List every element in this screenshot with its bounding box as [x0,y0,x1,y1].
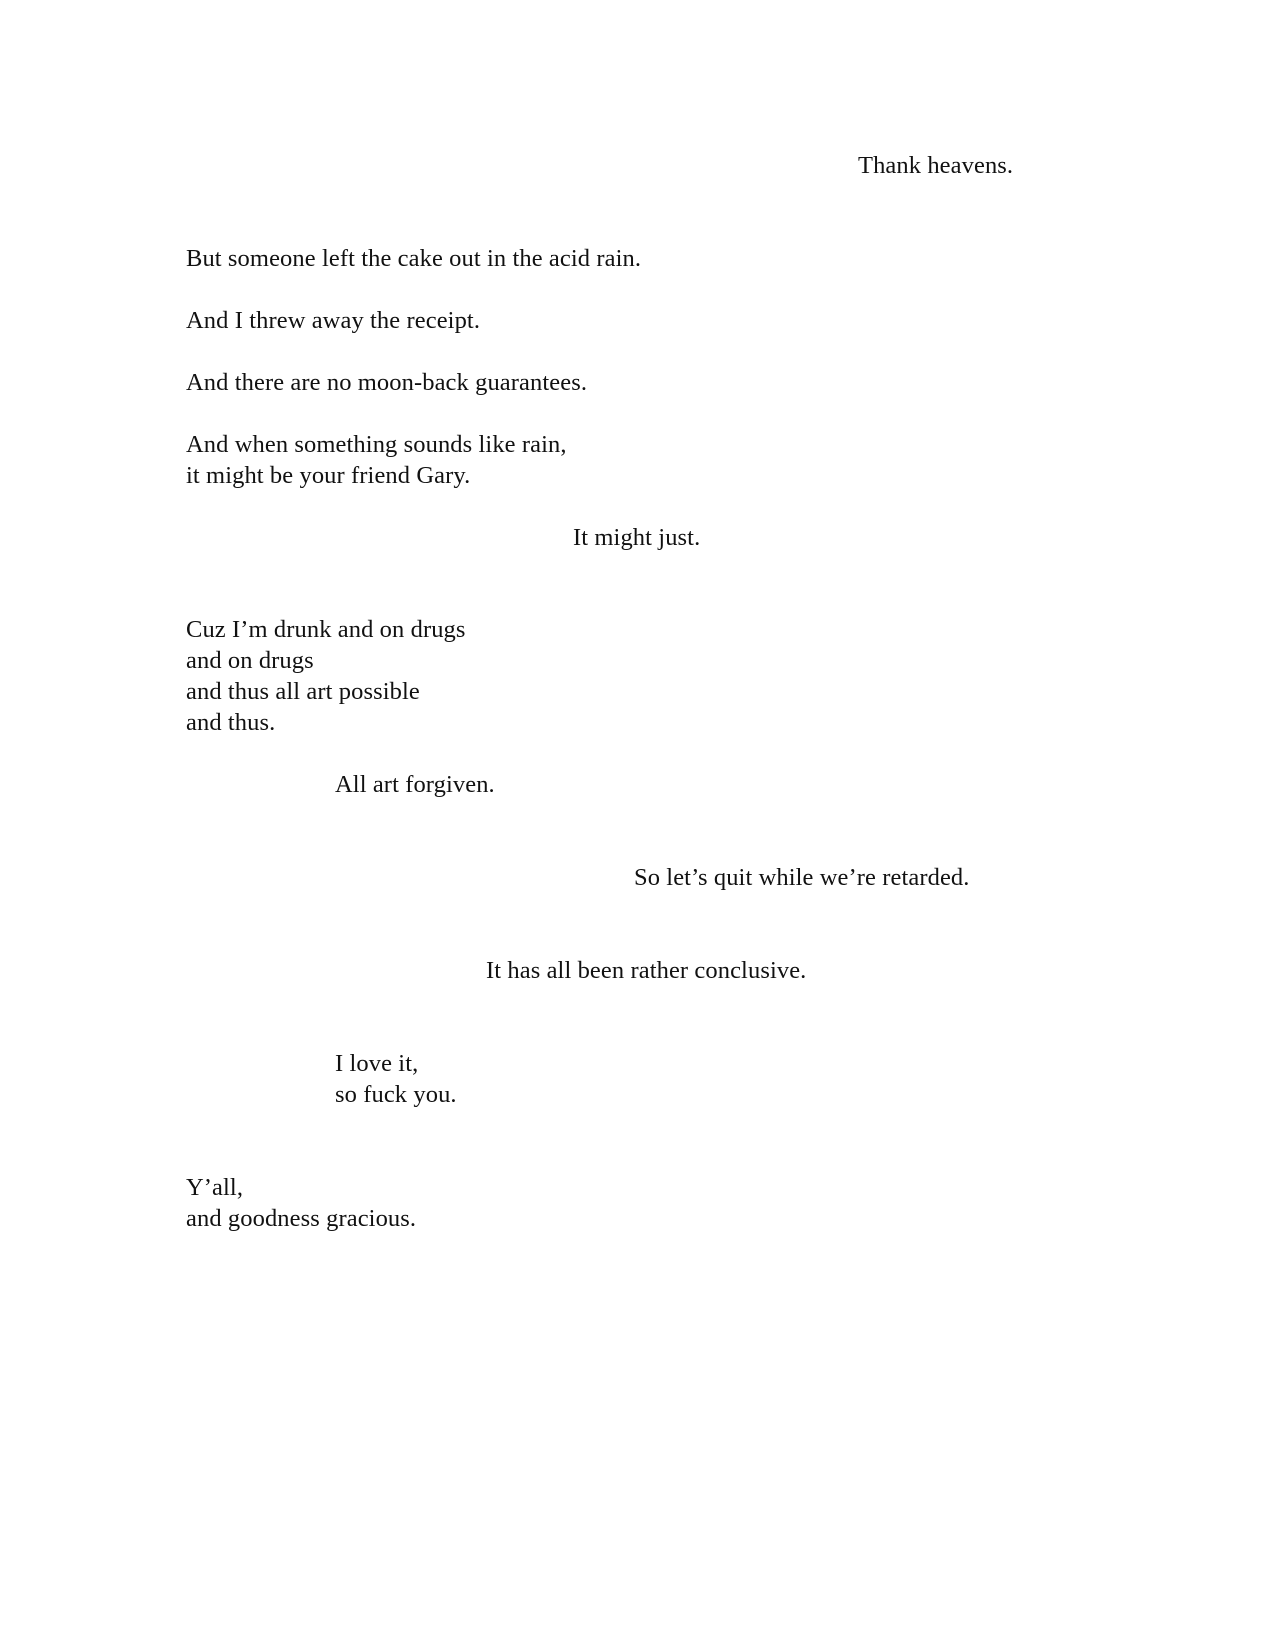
poem-line-might-just: It might just. [573,524,701,551]
poem-line-rain-1: And when something sounds like rain, [186,431,567,458]
poem-line-conclusive: It has all been rather conclusive. [486,957,807,984]
poem-line-drugs-4: and thus. [186,709,276,736]
poem-line-drugs-1: Cuz I’m drunk and on drugs [186,616,466,643]
poem-line-thank-heavens: Thank heavens. [858,152,1014,179]
poem-line-drugs-2: and on drugs [186,647,314,674]
poem-line-receipt: And I threw away the receipt. [186,307,481,334]
poem-line-rain-2: it might be your friend Gary. [186,462,471,489]
poem-line-drugs-3: and thus all art possible [186,678,420,705]
poem-line-love-1: I love it, [335,1050,419,1077]
poem-line-cake: But someone left the cake out in the acid rain. [186,245,642,272]
poem-line-guarantees: And there are no moon-back guarantees. [186,369,588,396]
poem-line-love-2: so fuck you. [335,1081,457,1108]
poem-line-art-forgiven: All art forgiven. [335,771,495,798]
poem-line-yall-2: and goodness gracious. [186,1205,417,1232]
poem-line-quit: So let’s quit while we’re retarded. [634,864,970,891]
poem-line-yall-1: Y’all, [186,1174,244,1201]
